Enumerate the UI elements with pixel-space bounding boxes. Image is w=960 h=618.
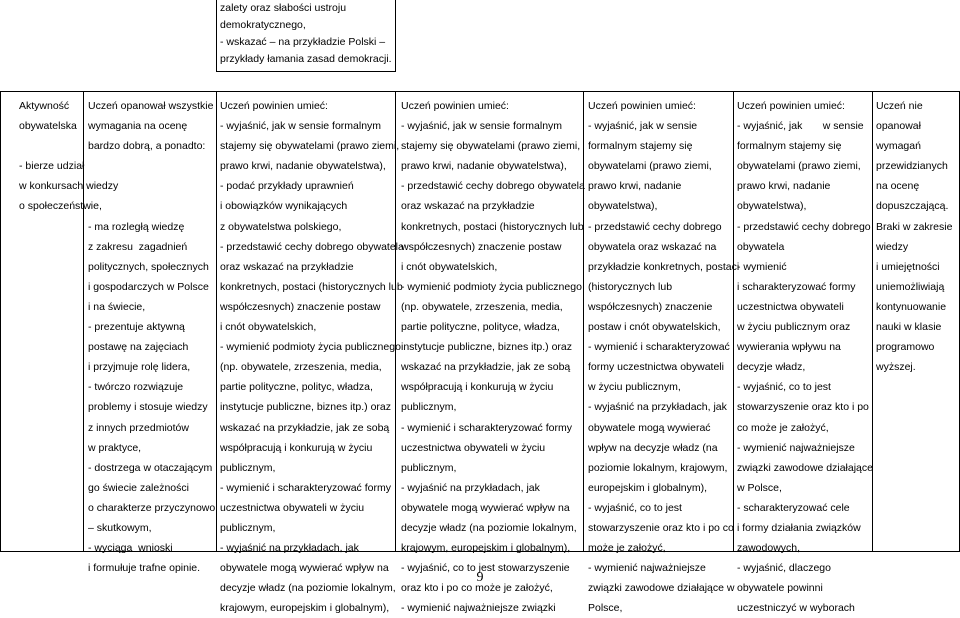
column-category: Aktywność obywatelska - bierze udział w konkursach wiedzy o społeczeństwie,: [19, 100, 119, 213]
column-grade-3: Uczeń powinien umieć: - wyjaśnić, jak w sensie formalnym stajemy się obywatelami (prawo ziemi, prawo krwi, nadanie obywatelstwa), - przedstawić cechy dobrego obywatela oraz wskazać na przykładzie konkretnych, postaci (historycznych lub współczesnych) znaczenie postaw i cnót obywatelskich, - wymienić i scharakteryzować formy uczestnictwa obywateli w życiu publicznym, - wyjaśnić na przykładach, jak obywatele mogą wywierać wpływ na decyzje władz (na poziomie lokalnym, krajowym, europejskim i globalnym), - wyjaśnić, co to jest stowarzyszenie oraz kto i po co może je założyć, - wymienić najważniejsze związki zawodowe działające w Polsce,: [588, 100, 740, 615]
column-grade-6: Uczeń opanował wszystkie wymagania na ocenę bardzo dobrą, a ponadto: - ma rozległą wiedzę z zakresu zagadnień politycznych, społecznych i gospodarczych w Polsce i na świecie, - prezentuje aktywną postawę na zajęciach i przyjmuje rolę lidera, - twórczo rozwiązuje problemy i stosuje wiedzy z innych przedmiotów w praktyce, - dostrzega w otaczającym go świecie zależności o charakterze przyczynowo – skutkowym, - wyciąga wnioski i formułuje trafne opinie.: [88, 100, 216, 575]
column-grade-1: Uczeń nie opanował wymagań przewidzianych na ocenę dopuszczającą. Braki w zakresie wiedzy i umiejętności uniemożliwiają kontynuowanie nauki w klasie programowo wyższej.: [876, 100, 953, 374]
column-grade-2: Uczeń powinien umieć: - wyjaśnić, jak w sensie formalnym stajemy się obywatelami (prawo ziemi, prawo krwi, nadanie obywatelstwa), - przedstawić cechy dobrego obywatela - wymienić i scharakteryzować formy uczestnictwa obywateli w życiu publicznym oraz wywierania wpływu na decyzje władz, - wyjaśnić, co to jest stowarzyszenie oraz kto i po co może je założyć, - wymienić najważniejsze związki zawodowe działające w Polsce, - scharakteryzować cele i formy działania związków zawodowych, - wyjaśnić, dlaczego obywatele powinni uczestniczyć w wyborach: [737, 100, 873, 615]
previous-row-fragment: zalety oraz słabości ustroju demokratycznego, - wskazać – na przykładzie Polski – przykłady łamania zasad demokracji.: [220, 2, 392, 65]
page-number: 9: [476, 570, 484, 585]
column-grade-5: Uczeń powinien umieć: - wyjaśnić, jak w sensie formalnym stajemy się obywatelami (prawo ziemi, prawo krwi, nadanie obywatelstwa), - podać przykłady uprawnień i obowiązków wynikających z obywatelstwa polskiego, - przedstawić cechy dobrego obywatela oraz wskazać na przykładzie konkretnych, postaci (historycznych lub współczesnych) znaczenie postaw i cnót obywatelskich, - wymienić podmioty życia publicznego (np. obywatele, zrzeszenia, media, partie polityczne, polityc, władza, instytucje publiczne, biznes itp.) oraz wskazać na przykładzie, jak ze sobą współpracują i konkurują w życiu publicznym, - wymienić i scharakteryzować formy uczestnictwa obywateli w życiu publicznym, - wyjaśnić na przykładach, jak obywatele mogą wywierać wpływ na decyzje władz (na poziomie lokalnym, krajowym, europejskim i globalnym),: [220, 100, 404, 615]
column-grade-4: Uczeń powinien umieć: - wyjaśnić, jak w sensie formalnym stajemy się obywatelami (prawo ziemi, prawo krwi, nadanie obywatelstwa), - przedstawić cechy dobrego obywatela oraz wskazać na przykładzie konkretnych, postaci (historycznych lub współczesnych) znaczenie postaw i cnót obywatelskich, - wymienić podmioty życia publicznego (np. obywatele, zrzeszenia, media, partie polityczne, polityce, władza, instytucje publiczne, biznes itp.) oraz wskazać na przykładzie, jak ze sobą współpracują i konkurują w życiu publicznym, - wymienić i scharakteryzować formy uczestnictwa obywateli w życiu publicznym, - wyjaśnić na przykładach, jak obywatele mogą wywierać wpływ na decyzje władz (na poziomie lokalnym, krajowym, europejskim i globalnym), - wyjaśnić, co to jest stowarzyszenie oraz kto i po co może je założyć, - wymienić najważniejsze związki: [401, 100, 585, 615]
